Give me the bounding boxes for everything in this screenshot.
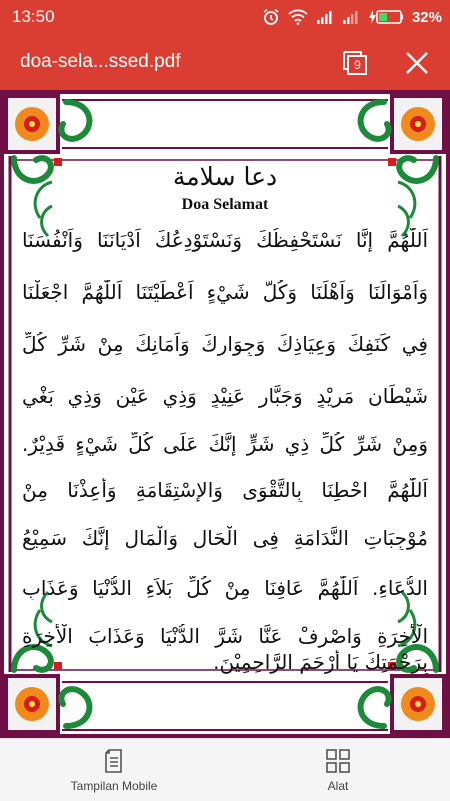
prayer-line: بِرَحْمَتِكَ يَا أَرْحَمَ الرَّاحِمِيْنَ. xyxy=(213,650,428,674)
document-title-arabic: دعا سلامة xyxy=(172,162,278,191)
status-icons xyxy=(262,0,442,34)
prayer-line: الدُّعَاءِ. اَللّٰهُمَّ عَافِنَا مِنْ كُلِّ بَلاَءِ الدُّنْيَا وَعَذَابِ xyxy=(22,576,428,600)
mobile-view-button[interactable] xyxy=(34,739,194,801)
prayer-line: شَيْطَانٍ مَرِيْدٍ وَجَبَّارٍ عَنِيْدٍ وَذِي عَيْنٍ وَذِي بَغْيٍ xyxy=(22,384,428,408)
page-count: 9 xyxy=(354,58,361,72)
prayer-line: اَللّٰهُمَّ احْطِنَا بِالتَّقْوَى وَالإِسْتِقَامَةِ وَأَعِذْنَا مِنْ xyxy=(22,478,428,502)
file-name-title: doa-sela...ssed.pdf xyxy=(20,51,181,72)
tools-label: Alat xyxy=(327,778,349,793)
pdf-page[interactable] xyxy=(0,90,450,738)
alarm-icon xyxy=(262,8,280,26)
pages-button[interactable] xyxy=(340,48,370,78)
prayer-line: وَاَمْوَالَنَا وَاَهْلَنَا وَكُلَّ شَيْءٍ اَعْطَيْتَنَا اَللّٰهُمَّ اجْعَلْنَا xyxy=(22,280,428,304)
prayer-line: اَللّٰهُمَّ إِنَّا نَسْتَحْفِظُكَ وَنَسْتَوْدِعُكَ اَدْيَانَنَا وَاَنْفُسَنَا xyxy=(22,228,428,252)
prayer-line: وَمِنْ شَرِّ كُلِّ ذِي شَرٍّ إِنَّكَ عَلَى كُلِّ شَيْءٍ قَدِيْرٌ. xyxy=(22,432,428,456)
tools-button[interactable] xyxy=(258,739,418,801)
document-title-latin: Doa Selamat xyxy=(181,196,269,213)
document-content xyxy=(22,90,428,738)
bottom-toolbar xyxy=(0,738,450,801)
wifi-icon xyxy=(288,9,308,25)
status-bar xyxy=(0,0,450,34)
signal-icon xyxy=(342,9,360,25)
battery-percent: 32% xyxy=(411,8,442,26)
mobile-view-label: Tampilan Mobile xyxy=(70,778,158,793)
close-icon xyxy=(402,48,432,78)
close-button[interactable] xyxy=(402,48,432,78)
prayer-line: مُوْجِبَاتِ النَّدَامَةِ فِى الْحَالِ وَالْمَالِ إِنَّكَ سَمِيْعُ xyxy=(22,526,428,550)
app-bar xyxy=(0,34,450,90)
battery-charging-icon xyxy=(368,9,404,25)
grid-icon xyxy=(325,748,351,774)
prayer-line: الْأٰخِرَةِ وَاصْرِفْ عَنَّا شَرَّ الدُّنْيَا وَعَذَابَ الْأٰخِرَةِ xyxy=(22,624,428,648)
prayer-line: فِي كَنَفِكَ وَعِيَاذِكَ وَجِوَارِكَ وَاَمَانِكَ مِنْ شَرِّ كُلِّ xyxy=(22,332,428,356)
signal-icon xyxy=(316,9,334,25)
document-lines-icon xyxy=(103,748,125,774)
status-time: 13:50 xyxy=(12,7,55,26)
